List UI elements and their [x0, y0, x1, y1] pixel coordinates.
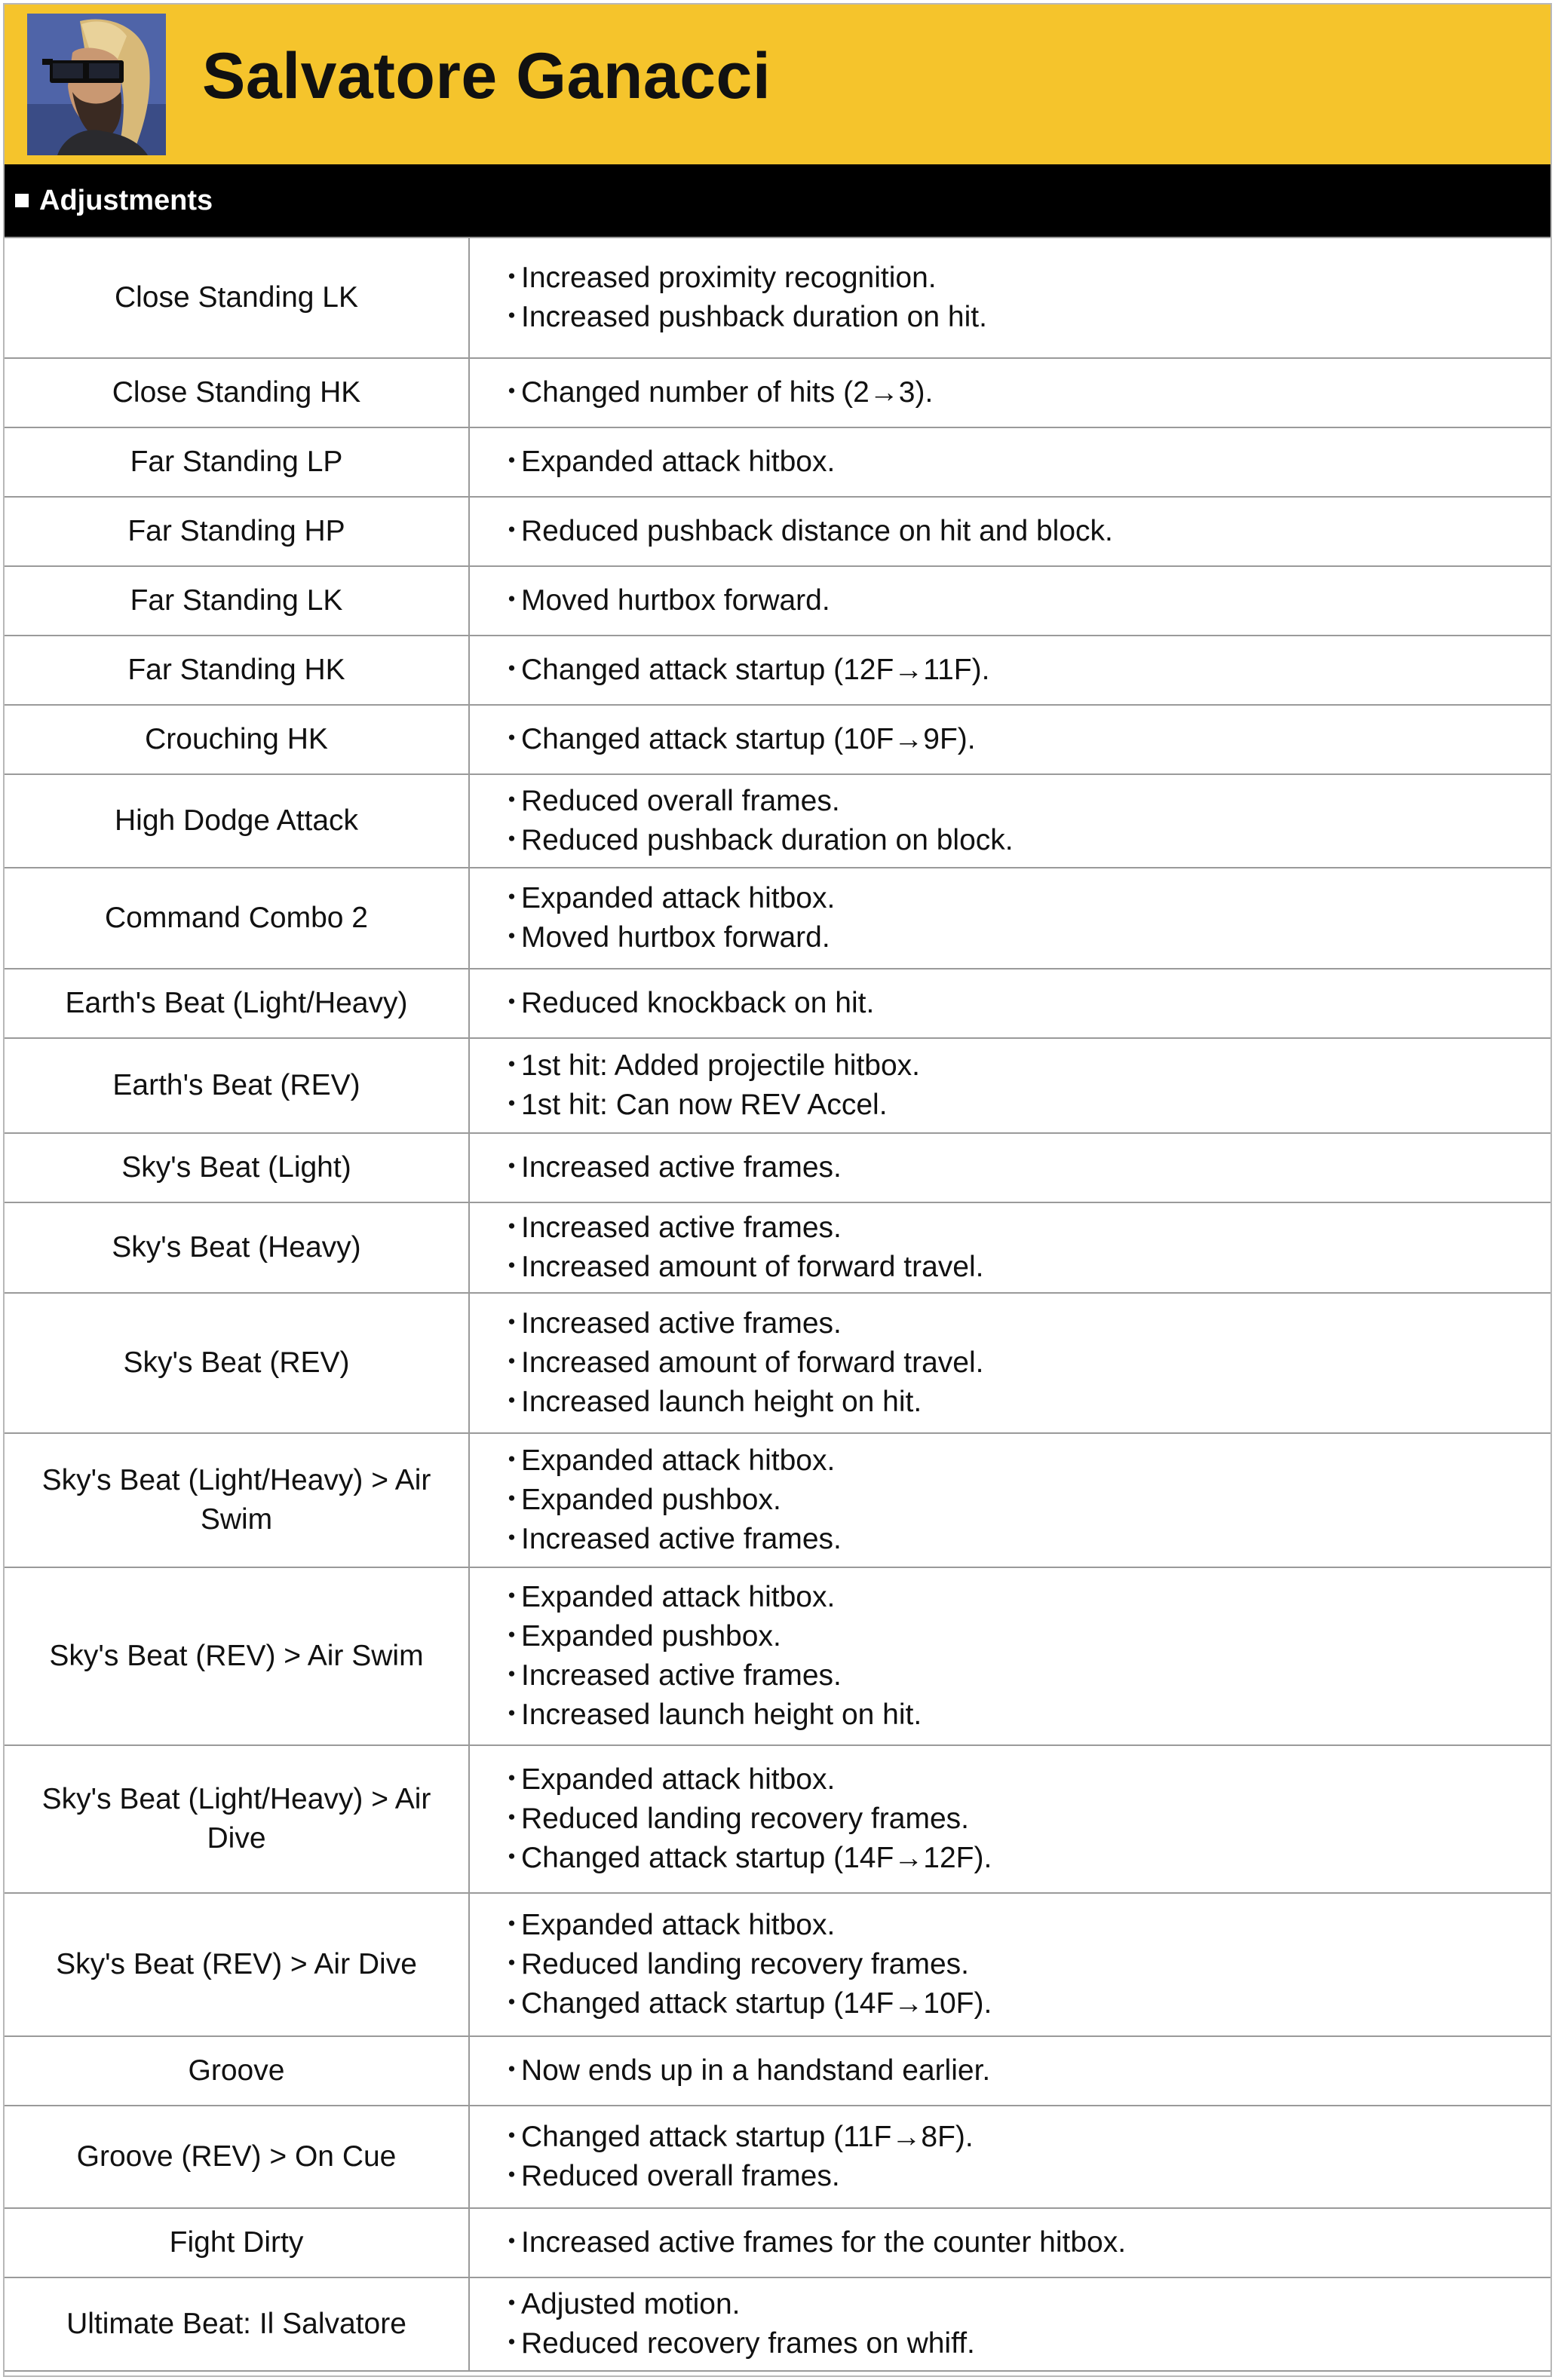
adjustment-note: ・ 1st hit: Can now REV Accel.	[514, 1086, 1550, 1125]
table-row	[5, 1293, 1550, 1433]
adjustment-note: ・ Increased pushback duration on hit.	[514, 298, 1550, 337]
move-name-cell: Groove	[5, 2036, 469, 2106]
table-row	[5, 2036, 1550, 2106]
adjustment-notes-cell	[469, 566, 1550, 636]
adjustment-note: ・ Adjusted motion.	[514, 2285, 1550, 2324]
adjustment-note: ・ Increased amount of forward travel.	[514, 1248, 1550, 1287]
move-name-cell: Sky's Beat (Light)	[5, 1133, 469, 1202]
table-row	[5, 636, 1550, 705]
move-name-cell: Earth's Beat (REV)	[5, 1038, 469, 1133]
adjustment-notes-cell	[469, 427, 1550, 497]
adjustment-note: ・ Increased launch height on hit.	[514, 1383, 1550, 1422]
move-name-cell: Far Standing LK	[5, 566, 469, 636]
adjustment-note: ・ Expanded pushbox.	[514, 1481, 1550, 1520]
table-row	[5, 2208, 1550, 2277]
adjustment-note: ・ Moved hurtbox forward.	[514, 581, 1550, 620]
move-name-cell: Close Standing HK	[5, 358, 469, 427]
section-heading-adjustments	[5, 164, 1550, 237]
move-name-cell: Far Standing HK	[5, 636, 469, 705]
adjustment-notes-cell	[469, 237, 1550, 358]
adjustment-notes-cell	[469, 358, 1550, 427]
table-row	[5, 969, 1550, 1038]
table-row	[5, 1202, 1550, 1293]
adjustment-notes-cell	[469, 868, 1550, 969]
adjustment-note: ・ Reduced landing recovery frames.	[514, 1945, 1550, 1984]
adjustment-note: ・ Expanded pushbox.	[514, 1617, 1550, 1656]
move-name-cell: High Dodge Attack	[5, 774, 469, 868]
move-name-cell: Sky's Beat (REV) > Air Dive	[5, 1893, 469, 2036]
table-row	[5, 2277, 1550, 2371]
adjustment-notes-cell	[469, 1567, 1550, 1745]
table-row	[5, 2106, 1550, 2208]
move-name-cell: Sky's Beat (REV)	[5, 1293, 469, 1433]
character-header	[5, 5, 1550, 164]
adjustment-notes-cell	[469, 1133, 1550, 1202]
adjustment-note: ・ Increased active frames.	[514, 1208, 1550, 1248]
section-heading-label: Adjustments	[39, 184, 213, 216]
adjustment-note: ・ Reduced overall frames.	[514, 782, 1550, 821]
table-row	[5, 358, 1550, 427]
adjustment-notes-cell	[469, 969, 1550, 1038]
adjustment-notes-cell	[469, 2036, 1550, 2106]
adjustment-note: ・ Expanded attack hitbox.	[514, 1906, 1550, 1945]
adjustment-note: ・ Increased active frames.	[514, 1656, 1550, 1695]
adjustment-note: ・ Now ends up in a handstand earlier.	[514, 2051, 1550, 2091]
adjustment-note: ・ Expanded attack hitbox.	[514, 1760, 1550, 1800]
table-row	[5, 566, 1550, 636]
portrait-art	[27, 14, 166, 155]
table-row	[5, 1133, 1550, 1202]
move-name-cell: Ultimate Beat: Il Salvatore	[5, 2277, 469, 2371]
adjustment-note: ・ Reduced overall frames.	[514, 2157, 1550, 2196]
adjustment-note: ・ 1st hit: Added projectile hitbox.	[514, 1046, 1550, 1086]
adjustment-notes-cell	[469, 636, 1550, 705]
adjustment-note: ・ Increased active frames.	[514, 1304, 1550, 1343]
move-name-cell: Fight Dirty	[5, 2208, 469, 2277]
adjustment-notes-cell	[469, 1038, 1550, 1133]
adjustment-note: ・ Increased active frames for the counter hitbox.	[514, 2223, 1550, 2262]
adjustment-notes-cell	[469, 1202, 1550, 1293]
adjustment-note: ・ Increased active frames.	[514, 1520, 1550, 1559]
adjustment-note: ・ Increased launch height on hit.	[514, 1695, 1550, 1735]
adjustment-note: ・ Changed attack startup (12F→11F).	[514, 651, 1550, 690]
adjustment-note: ・ Expanded attack hitbox.	[514, 1578, 1550, 1617]
adjustment-note: ・ Changed attack startup (14F→10F).	[514, 1984, 1550, 2023]
adjustment-notes-cell	[469, 705, 1550, 774]
adjustment-note: ・ Moved hurtbox forward.	[514, 918, 1550, 957]
adjustment-note: ・ Changed attack startup (14F→12F).	[514, 1839, 1550, 1878]
adjustment-note: ・ Changed attack startup (10F→9F).	[514, 720, 1550, 759]
move-name-cell: Sky's Beat (Light/Heavy) > Air Swim	[5, 1433, 469, 1567]
table-row	[5, 427, 1550, 497]
adjustment-note: ・ Increased proximity recognition.	[514, 259, 1550, 298]
move-name-cell: Crouching HK	[5, 705, 469, 774]
move-name-cell: Sky's Beat (REV) > Air Swim	[5, 1567, 469, 1745]
adjustment-notes-cell	[469, 1293, 1550, 1433]
adjustment-notes-cell	[469, 2106, 1550, 2208]
adjustment-note: ・ Reduced recovery frames on whiff.	[514, 2324, 1550, 2363]
adjustment-note: ・ Expanded attack hitbox.	[514, 879, 1550, 918]
adjustment-notes-cell	[469, 1893, 1550, 2036]
character-name: Salvatore Ganacci	[202, 40, 771, 112]
table-row	[5, 1567, 1550, 1745]
table-row	[5, 237, 1550, 358]
move-name-cell: Command Combo 2	[5, 868, 469, 969]
adjustment-note: ・ Reduced pushback distance on hit and block.	[514, 512, 1550, 551]
adjustment-note: ・ Reduced landing recovery frames.	[514, 1800, 1550, 1839]
square-bullet-icon	[15, 194, 29, 207]
move-name-cell: Sky's Beat (Light/Heavy) > Air Dive	[5, 1745, 469, 1893]
move-name-cell: Sky's Beat (Heavy)	[5, 1202, 469, 1293]
table-row	[5, 705, 1550, 774]
table-row	[5, 1893, 1550, 2036]
adjustment-notes-cell	[469, 2277, 1550, 2371]
adjustments-table	[5, 237, 1550, 2372]
adjustment-note: ・ Increased amount of forward travel.	[514, 1343, 1550, 1383]
move-name-cell: Far Standing HP	[5, 497, 469, 566]
adjustment-notes-cell	[469, 774, 1550, 868]
adjustment-note: ・ Reduced knockback on hit.	[514, 984, 1550, 1023]
adjustment-notes-cell	[469, 497, 1550, 566]
adjustment-notes-cell	[469, 1433, 1550, 1567]
move-name-cell: Close Standing LK	[5, 237, 469, 358]
table-row	[5, 1745, 1550, 1893]
adjustment-note: ・ Changed attack startup (11F→8F).	[514, 2118, 1550, 2157]
adjustment-note: ・ Expanded attack hitbox.	[514, 1441, 1550, 1481]
adjustment-note: ・ Changed number of hits (2→3).	[514, 373, 1550, 412]
adjustment-note: ・ Expanded attack hitbox.	[514, 443, 1550, 482]
table-row	[5, 774, 1550, 868]
character-portrait-icon	[27, 14, 166, 155]
table-row	[5, 1038, 1550, 1133]
adjustment-note: ・ Reduced pushback duration on block.	[514, 821, 1550, 860]
patch-notes-sheet	[3, 3, 1552, 2377]
adjustment-notes-cell	[469, 2208, 1550, 2277]
table-row	[5, 1433, 1550, 1567]
table-row	[5, 497, 1550, 566]
move-name-cell: Far Standing LP	[5, 427, 469, 497]
move-name-cell: Earth's Beat (Light/Heavy)	[5, 969, 469, 1038]
table-row	[5, 868, 1550, 969]
move-name-cell: Groove (REV) > On Cue	[5, 2106, 469, 2208]
adjustment-notes-cell	[469, 1745, 1550, 1893]
adjustment-note: ・ Increased active frames.	[514, 1148, 1550, 1187]
